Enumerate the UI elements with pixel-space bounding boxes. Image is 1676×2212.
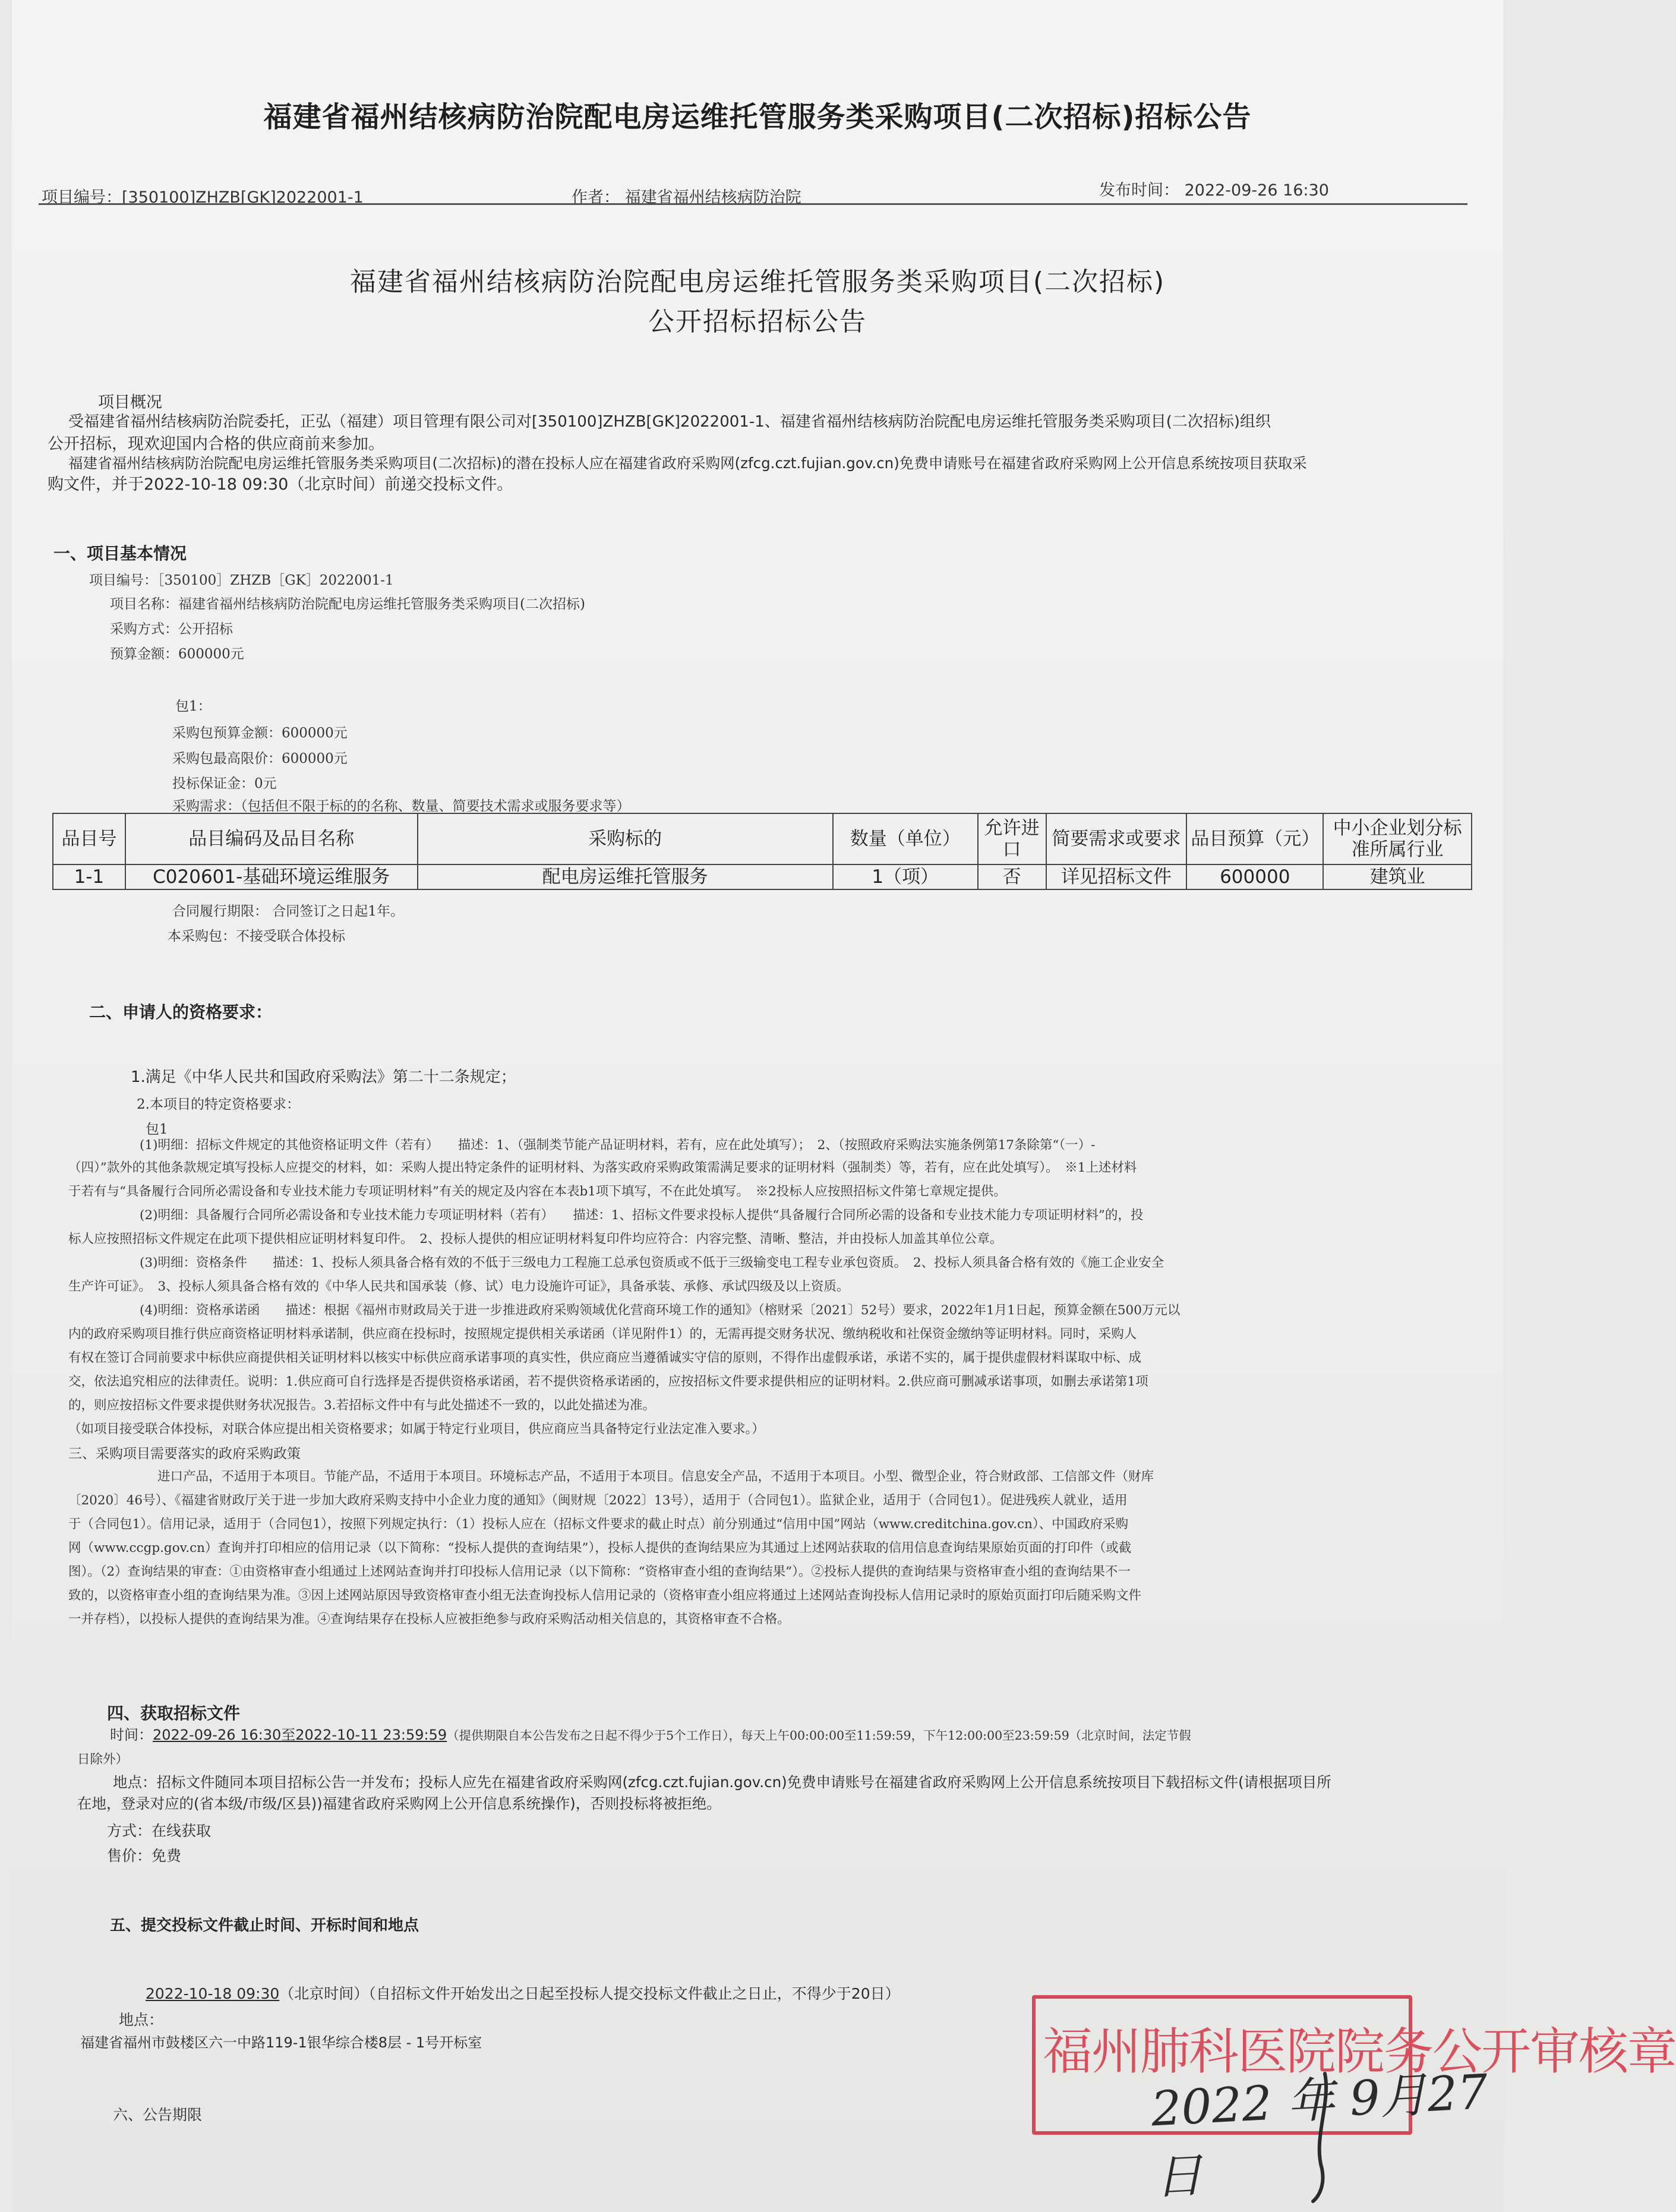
obtain-price: 售价：免费 xyxy=(107,1847,182,1864)
procurement-items-table xyxy=(52,813,1472,890)
table-cell: 1-1 xyxy=(53,864,125,889)
section3-heading: 三、采购项目需要落实的政府采购政策 xyxy=(68,1446,301,1462)
stamp-text: 福州肺科医院院务公开审核章 xyxy=(1043,2022,1676,2081)
section2-item1: 1.满足《中华人民共和国政府采购法》第二十二条规定； xyxy=(131,1068,516,1086)
criteria2-line1: (2)明细：具备履行合同所必需设备和专业技术能力专项证明材料（若有） 描述：1、招标文件要求投标人提供“具备履行合同所必需的设备和专业技术能力专项证明材料”的，投 xyxy=(140,1208,1144,1223)
criteria1-line2: （四）”款外的其他条款规定填写投标人应提交的材料，如：采购人提出特定条件的证明材料、为落实政府采购政策需满足要求的证明材料（强制类）等，若有，应在此处填写）。 ※1上述材料 xyxy=(68,1160,1137,1175)
section5-heading: 五、提交投标文件截止时间、开标时间和地点 xyxy=(110,1917,419,1935)
table-cell: C020601-基础环境运维服务 xyxy=(125,864,418,889)
policy-line5: 图）。（2）查询结果的审查：①由资格审查小组通过上述网站查询并打印投标人信用记录（以下简称：“资格审查小组的查询结果”）。②投标人提供的查询结果与资格审查小组的查询结果不一 xyxy=(68,1564,1131,1579)
policy-line7: 一并存档），以投标人提供的查询结果为准。④查询结果存在投标人应被拒绝参与政府采购活动相关信息的，其资格审查不合格。 xyxy=(68,1612,790,1627)
obtain-time xyxy=(110,1724,1191,1746)
section1-method: 采购方式：公开招标 xyxy=(110,621,233,637)
table-header-cell: 品目预算（元） xyxy=(1186,813,1323,864)
obtain-time-rest2: 日除外） xyxy=(77,1752,129,1767)
table-header-cell: 品目编码及品目名称 xyxy=(125,813,418,864)
overview-heading: 项目概况 xyxy=(98,393,162,412)
criteria1-line1: (1)明细：招标文件规定的其他资格证明文件（若有） 描述：1、（强制类节能产品证明材料，若有，应在此处填写）； 2、（按照政府采购法实施条例第17条除第“（一）- xyxy=(140,1138,1096,1153)
overview-p1-l2: 公开招标，现欢迎国内合格的供应商前来参加。 xyxy=(48,435,384,453)
section2-item2: 2.本项目的特定资格要求： xyxy=(137,1097,300,1112)
notice-subtitle-line1: 福建省福州结核病防治院配电房运维托管服务类采购项目(二次招标) xyxy=(349,267,1166,297)
criteria4-line3: 有权在签订合同前要求中标供应商提供相关证明材料以核实中标供应商承诺事项的真实性，供应商应当遵循诚实守信的原则，不得作出虚假承诺，承诺不实的，属于提供虚假材料谋取中标、成 xyxy=(68,1350,1142,1365)
notice-subtitle-line2: 公开招标招标公告 xyxy=(648,307,867,337)
overview-p1-l1: 受福建省福州结核病防治院委托，正弘（福建）项目管理有限公司对[350100]ZHZB[GK]2022001-1、福建省福州结核病防治院配电房运维托管服务类采购项目(二次招标)组织 xyxy=(68,413,1271,431)
consortium-rule: 本采购包：不接受联合体投标 xyxy=(168,929,345,944)
document-title: 福建省福州结核病防治院配电房运维托管服务类采购项目(二次招标)招标公告 xyxy=(263,100,1252,134)
document-page xyxy=(12,0,1676,2212)
table-cell: 600000 xyxy=(1186,864,1323,889)
section1-budget: 预算金额：600000元 xyxy=(110,646,244,662)
table-header-cell: 采购标的 xyxy=(418,813,833,864)
section2-package: 包1 xyxy=(146,1122,168,1137)
table-cell: 1（项） xyxy=(833,864,978,889)
table-cell: 详见招标文件 xyxy=(1046,864,1187,889)
overview-p2-l1: 福建省福州结核病防治院配电房运维托管服务类采购项目(二次招标)的潜在投标人应在福建省政府采购网(zfcg.czt.fujian.gov.cn)免费申请账号在福建省政府采购网上公开信息系统按项目获取采 xyxy=(68,455,1307,472)
section4-heading: 四、获取招标文件 xyxy=(107,1703,241,1723)
section1-package-budget: 采购包预算金额：600000元 xyxy=(172,725,348,741)
header-divider xyxy=(39,203,1467,205)
table-row xyxy=(53,864,1472,889)
obtain-time-rest: （提供期限自本公告发布之日起不得少于5个工作日），每天上午00:00:00至11:59:59，下午12:00:00至23:59:59（北京时间，法定节假 xyxy=(447,1728,1191,1743)
signature-stroke-icon xyxy=(1289,2068,1361,2204)
section1-package-max-price: 采购包最高限价：600000元 xyxy=(172,751,348,766)
consortium-note: （如项目接受联合体投标，对联合体应提出相关资格要求；如属于特定行业项目，供应商应当具备特定行业法定准入要求。） xyxy=(68,1422,765,1437)
table-header-cell: 数量（单位） xyxy=(833,813,978,864)
table-header-cell: 允许进口 xyxy=(978,813,1046,864)
policy-line6: 致的，以资格审查小组的查询结果为准。③因上述网站原因导致资格审查小组无法查询投标人信用记录的（资格审查小组应将通过上述网站查询投标人信用记录时的原始页面打印后随采购文件 xyxy=(68,1588,1142,1603)
table-cell: 配电房运维托管服务 xyxy=(418,864,833,889)
submission-deadline xyxy=(146,1983,900,2005)
policy-line1: 进口产品，不适用于本项目。节能产品，不适用于本项目。环境标志产品，不适用于本项目。信息安全产品，不适用于本项目。小型、微型企业，符合财政部、工信部文件（财库 xyxy=(157,1469,1154,1484)
table-header-cell: 中小企业划分标准所属行业 xyxy=(1323,813,1472,864)
policy-line3: 于（合同包1）。信用记录，适用于（合同包1），按照下列规定执行：（1）投标人应在（招标文件要求的截止时点）前分别通过“信用中国”网站（www.creditchina.gov.cn）、中国政府采购 xyxy=(68,1517,1129,1532)
obtain-time-label: 时间： xyxy=(110,1727,153,1743)
obtain-place-line1: 地点：招标文件随同本项目招标公告一并发布；投标人应先在福建省政府采购网(zfcg.czt.fujian.gov.cn)免费申请账号在福建省政府采购网上公开信息系统按项目下载招标文件(请根据项目所 xyxy=(113,1774,1331,1791)
meta-publish-time: 发布时间： 2022-09-26 16:30 xyxy=(1099,181,1329,200)
section1-project-no: 项目编号：［350100］ZHZB［GK］2022001-1 xyxy=(89,573,394,588)
section6-heading: 六、公告期限 xyxy=(113,2106,203,2123)
criteria4-line1: (4)明细：资格承诺函 描述：根据《福州市财政局关于进一步推进政府采购领域优化营商环境工作的通知》（榕财采〔2021〕52号）要求，2022年1月1日起，预算金额在500万元以 xyxy=(140,1303,1181,1318)
submission-deadline-rest: （北京时间）（自招标文件开始发出之日起至投标人提交投标文件截止之日止，不得少于20日） xyxy=(279,1985,900,2002)
policy-line4: 网（www.ccgp.gov.cn）查询并打印相应的信用记录（以下简称：“投标人提供的查询结果”），投标人提供的查询结果应为其通过上述网站获取的信用信息查询结果原始页面的打印件（或截 xyxy=(68,1541,1132,1555)
contract-period: 合同履行期限： 合同签订之日起1年。 xyxy=(172,904,404,919)
policy-line2: 〔2020〕46号）、《福建省财政厅关于进一步加大政府采购支持中小企业力度的通知》（闽财规〔2022〕13号），适用于（合同包1）。监狱企业，适用于（合同包1）。促进残疾人就业，适用 xyxy=(68,1493,1128,1508)
criteria4-line5: 的，则应按招标文件要求提供财务状况报告。3.若招标文件中有与此处描述不一致的，以此处描述为准。 xyxy=(68,1398,656,1413)
section1-deposit: 投标保证金：0元 xyxy=(172,776,277,791)
handwritten-date: 2022 年 9月27日 xyxy=(1150,2063,1489,2205)
criteria2-line2: 标人应按照招标文件规定在此项下提供相应证明材料复印件。 2、投标人提供的相应证明材料复印件均应符合：内容完整、清晰、整洁，并由投标人加盖其单位公章。 xyxy=(68,1232,1003,1247)
obtain-time-value: 2022-09-26 16:30至2022-10-11 23:59:59 xyxy=(153,1727,447,1743)
obtain-place-line2: 在地，登录对应的(省本级/市级/区县))福建省政府采购网上公开信息系统操作)，否则投标将被拒绝。 xyxy=(77,1795,721,1812)
section1-package: 包1： xyxy=(175,699,212,714)
section1-project-name: 项目名称：福建省福州结核病防治院配电房运维托管服务类采购项目(二次招标) xyxy=(110,597,585,612)
submission-place-value: 福建省福州市鼓楼区六一中路119-1银华综合楼8层 - 1号开标室 xyxy=(80,2034,482,2051)
criteria1-line3: 于若有与“具备履行合同所必需设备和专业技术能力专项证明材料”有关的规定及内容在本表b1项下填写，不在此处填写。 ※2投标人应按照招标文件第七章规定提供。 xyxy=(68,1184,1006,1199)
criteria3-line2: 生产许可证》。 3、投标人须具备合格有效的《中华人民共和国承装（修、试）电力设施许可证》，具备承装、承修、承试四级及以上资质。 xyxy=(68,1279,850,1294)
table-header-cell: 品目号 xyxy=(53,813,125,864)
meta-project-no: 项目编号：[350100]ZHZB[GK]2022001-1 xyxy=(42,188,364,207)
criteria3-line1: (3)明细：资格条件 描述：1、投标人须具备合格有效的不低于三级电力工程施工总承包资质或不低于三级输变电工程专业承包资质。 2、投标人须具备合格有效的《施工企业安全 xyxy=(140,1255,1164,1270)
table-header-row xyxy=(53,813,1472,864)
table-cell: 建筑业 xyxy=(1323,864,1472,889)
section1-heading: 一、项目基本情况 xyxy=(53,544,187,563)
obtain-method: 方式：在线获取 xyxy=(107,1822,212,1839)
table-header-cell: 简要需求或要求 xyxy=(1046,813,1187,864)
criteria4-line2: 内的政府采购项目推行供应商资格证明材料承诺制，供应商在投标时，按照规定提供相关承诺函（详见附件1）的，无需再提交财务状况、缴纳税收和社保资金缴纳等证明材料。同时，采购人 xyxy=(68,1327,1137,1342)
overview-p2-l2: 购文件，并于2022-10-18 09:30（北京时间）前递交投标文件。 xyxy=(48,475,513,494)
section1-demand: 采购需求：（包括但不限于标的的名称、数量、简要技术需求或服务要求等） xyxy=(172,799,630,814)
section2-heading: 二、申请人的资格要求： xyxy=(89,1002,273,1022)
criteria4-line4: 交，依法追究相应的法律责任。说明：1.供应商可自行选择是否提供资格承诺函，若不提供资格承诺函的，应按招标文件要求提供相应的证明材料。2.供应商可删减承诺事项，如删去承诺第1项 xyxy=(68,1374,1148,1389)
submission-place-label: 地点： xyxy=(119,2011,164,2028)
meta-author: 作者： 福建省福州结核病防治院 xyxy=(572,188,801,207)
submission-deadline-value: 2022-10-18 09:30 xyxy=(146,1985,280,2002)
table-cell: 否 xyxy=(978,864,1046,889)
